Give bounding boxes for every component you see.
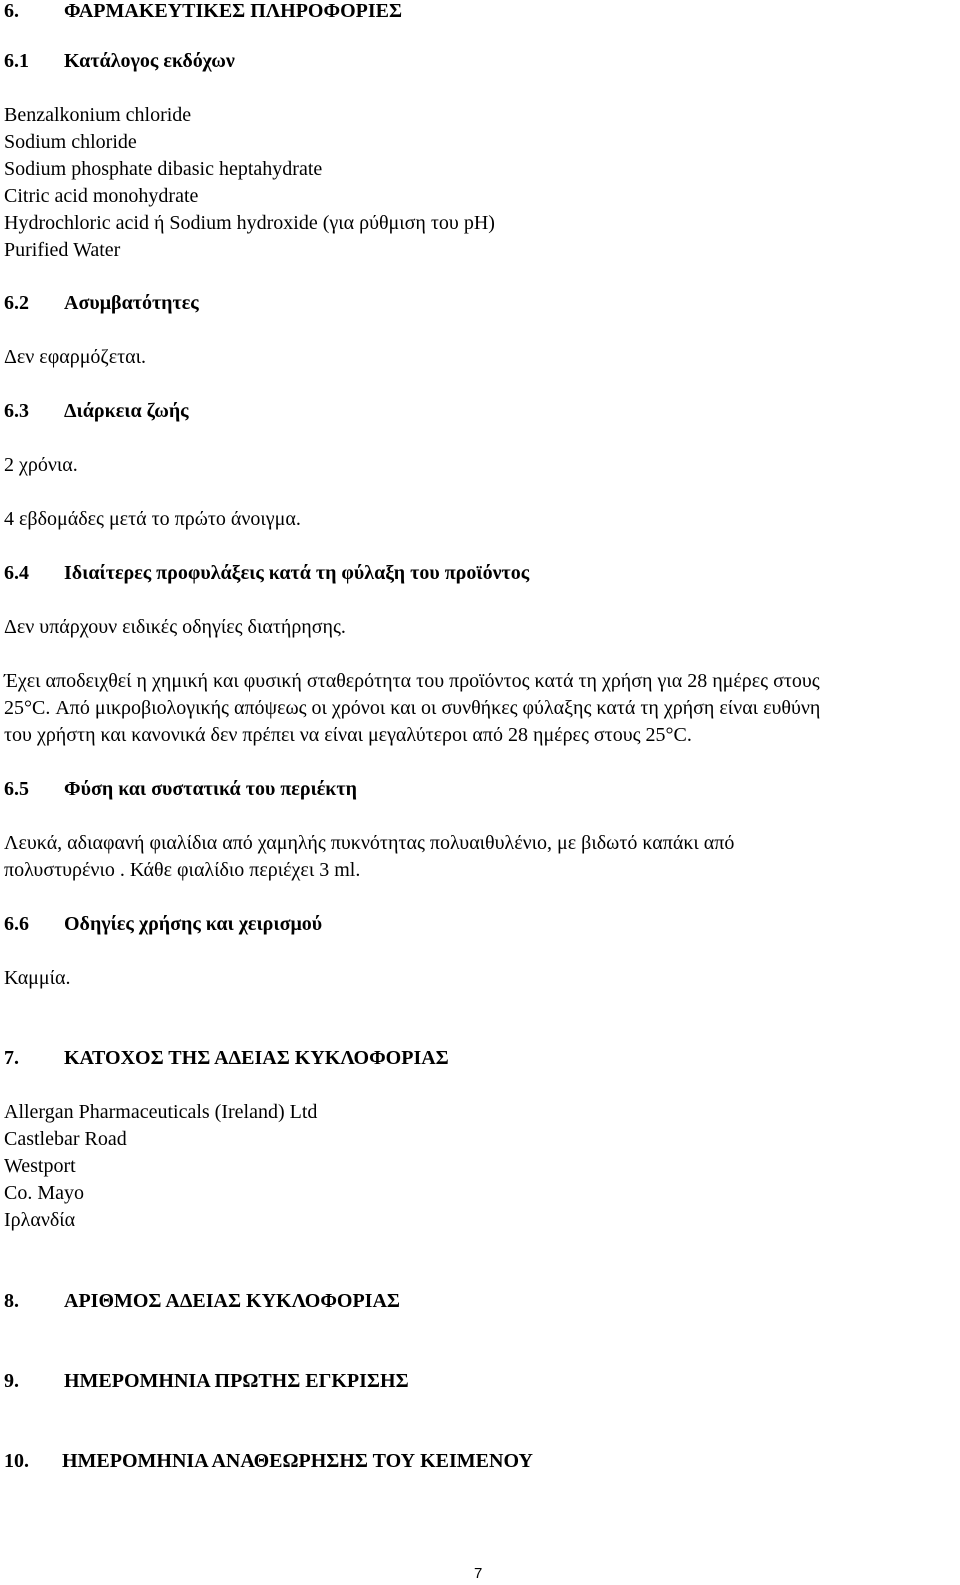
section-7-number: 7. <box>4 1047 19 1069</box>
section-10-title: ΗΜΕΡΟΜΗΝΙΑ ΑΝΑΘΕΩΡΗΣΗΣ ΤΟΥ ΚΕΙΜΕΝΟΥ <box>62 1450 533 1472</box>
section-6-title: ΦΑΡΜΑΚΕΥΤΙΚΕΣ ΠΛΗΡΟΦΟΡΙΕΣ <box>64 0 403 22</box>
container-line-1: Λευκά, αδιαφανή φιαλίδια από χαμηλής πυκνότητας πολυαιθυλένιο, με βιδωτό καπάκι από <box>4 832 735 854</box>
page-number: 7 <box>474 1565 483 1582</box>
stability-line-2: 25°C. Από μικροβιολογικής απόψεως οι χρόνοι και οι συνθήκες φύλαξης κατά τη χρήση είναι ευθύνη <box>4 697 821 719</box>
list-item: Citric acid monohydrate <box>4 185 199 207</box>
address-line: Co. Mayo <box>4 1182 84 1204</box>
incompatibilities-text: Δεν εφαρμόζεται. <box>4 346 147 368</box>
stability-line-3: του χρήστη και κανονικά δεν πρέπει να είναι μεγαλύτεροι από 28 ημέρες στους 25°C. <box>4 724 692 746</box>
handling-text: Καμμία. <box>4 967 71 989</box>
list-item: Benzalkonium chloride <box>4 104 192 126</box>
section-9-number: 9. <box>4 1370 19 1392</box>
address-line: Castlebar Road <box>4 1128 127 1150</box>
section-6-number: 6. <box>4 0 19 22</box>
storage-text: Δεν υπάρχουν ειδικές οδηγίες διατήρησης. <box>4 616 346 638</box>
list-item: Purified Water <box>4 239 121 261</box>
stability-line-1: Έχει αποδειχθεί η χημική και φυσική σταθερότητα του προϊόντος κατά τη χρήση για 28 ημέρες στους <box>4 670 820 692</box>
address-line: Westport <box>4 1155 76 1177</box>
section-6-2-number: 6.2 <box>4 292 29 314</box>
section-9-title: ΗΜΕΡΟΜΗΝΙΑ ΠΡΩΤΗΣ ΕΓΚΡΙΣΗΣ <box>64 1370 409 1392</box>
section-6-1-title: Κατάλογος εκδόχων <box>64 50 235 72</box>
section-8-title: ΑΡΙΘΜΟΣ ΑΔΕΙΑΣ ΚΥΚΛΟΦΟΡΙΑΣ <box>64 1290 400 1312</box>
address-line: Ιρλανδία <box>4 1209 76 1231</box>
section-6-6-title: Οδηγίες χρήσης και χειρισμού <box>64 913 323 935</box>
section-6-4-title: Ιδιαίτερες προφυλάξεις κατά τη φύλαξη του προϊόντος <box>64 562 530 584</box>
section-6-4-number: 6.4 <box>4 562 29 584</box>
section-6-5-number: 6.5 <box>4 778 29 800</box>
shelf-life-after-opening-text: 4 εβδομάδες μετά το πρώτο άνοιγμα. <box>4 508 301 530</box>
section-10-number: 10. <box>4 1450 29 1472</box>
section-6-5-title: Φύση και συστατικά του περιέκτη <box>64 778 357 800</box>
section-6-2-title: Ασυμβατότητες <box>64 292 199 314</box>
list-item: Sodium chloride <box>4 131 137 153</box>
section-6-6-number: 6.6 <box>4 913 29 935</box>
section-8-number: 8. <box>4 1290 19 1312</box>
list-item: Hydrochloric acid ή Sodium hydroxide (για ρύθμιση του pH) <box>4 212 495 234</box>
container-line-2: πολυστυρένιο . Κάθε φιαλίδιο περιέχει 3 ml. <box>4 859 361 881</box>
address-line: Allergan Pharmaceuticals (Ireland) Ltd <box>4 1101 318 1123</box>
shelf-life-text: 2 χρόνια. <box>4 454 78 476</box>
section-6-1-number: 6.1 <box>4 50 29 72</box>
list-item: Sodium phosphate dibasic heptahydrate <box>4 158 323 180</box>
section-7-title: ΚΑΤΟΧΟΣ ΤΗΣ ΑΔΕΙΑΣ ΚΥΚΛΟΦΟΡΙΑΣ <box>64 1047 449 1069</box>
section-6-3-title: Διάρκεια ζωής <box>64 400 189 422</box>
section-6-3-number: 6.3 <box>4 400 29 422</box>
